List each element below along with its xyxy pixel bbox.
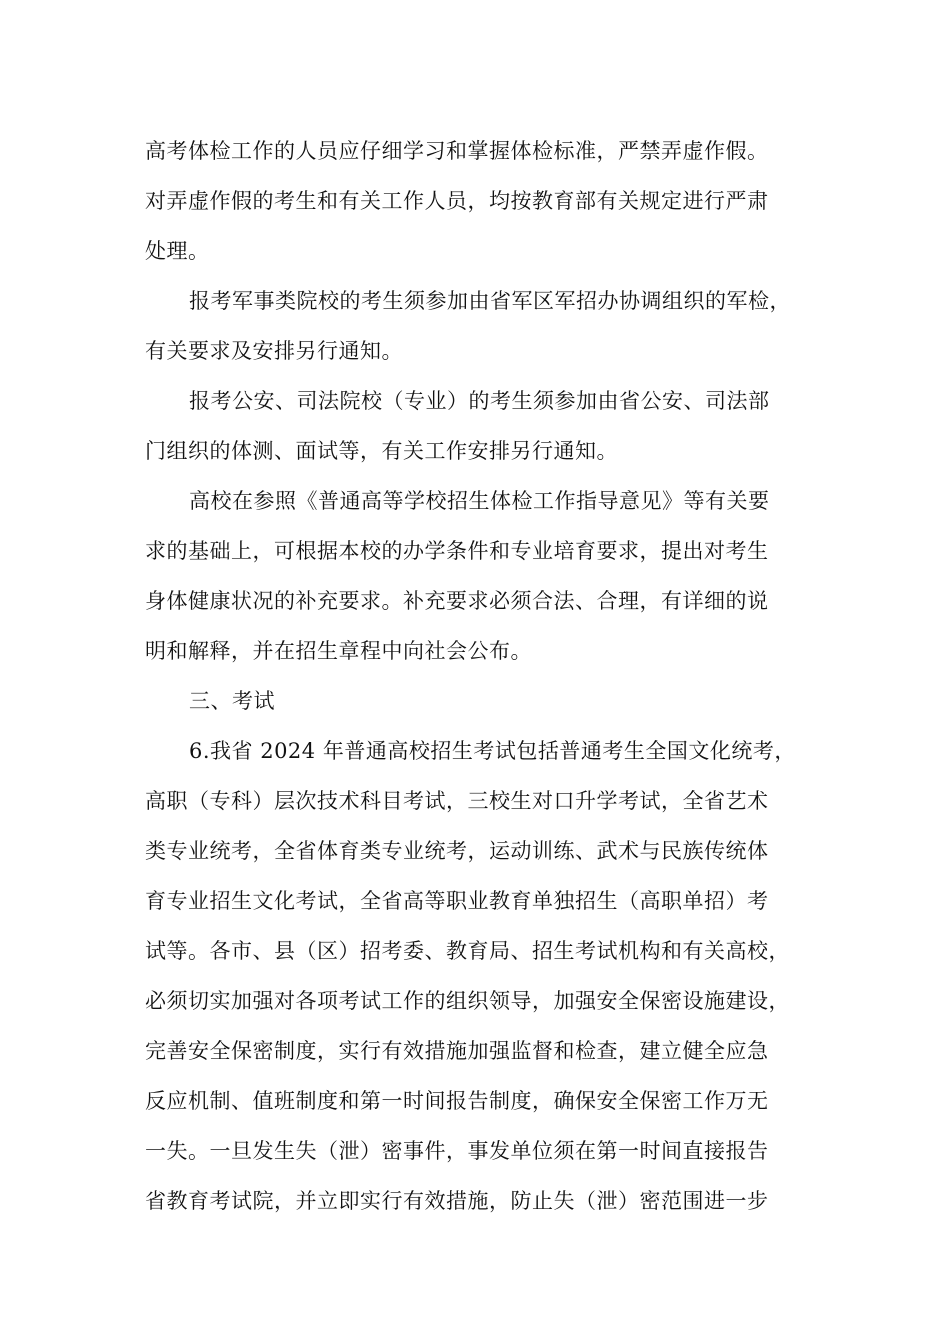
text-line: 高职（专科）层次技术科目考试，三校生对口升学考试，全省艺术 — [145, 789, 769, 813]
text-line: 身体健康状况的补充要求。补充要求必须合法、合理，有详细的说 — [145, 589, 769, 613]
text-line: 一失。一旦发生失（泄）密事件，事发单位须在第一时间直接报告 — [145, 1139, 769, 1163]
text-line: 类专业统考，全省体育类专业统考，运动训练、武术与民族传统体 — [145, 839, 769, 863]
text-line: 有关要求及安排另行通知。 — [145, 339, 403, 363]
text-line: 反应机制、值班制度和第一时间报告制度，确保安全保密工作万无 — [145, 1089, 769, 1113]
text-line: 完善安全保密制度，实行有效措施加强监督和检查，建立健全应急 — [145, 1039, 769, 1063]
text-line: 报考军事类院校的考生须参加由省军区军招办协调组织的军检， — [189, 289, 791, 313]
text-line: 处理。 — [145, 239, 210, 263]
text-line: 省教育考试院，并立即实行有效措施，防止失（泄）密范围进一步 — [145, 1189, 769, 1213]
text-line: 试等。各市、县（区）招考委、教育局、招生考试机构和有关高校， — [145, 939, 790, 963]
section-heading: 三、考试 — [189, 689, 275, 713]
text-line: 高考体检工作的人员应仔细学习和掌握体检标准，严禁弄虚作假。 — [145, 139, 769, 163]
text-line: 高校在参照《普通高等学校招生体检工作指导意见》等有关要 — [189, 489, 770, 513]
text-line: 明和解释，并在招生章程中向社会公布。 — [145, 639, 532, 663]
text-line: 必须切实加强对各项考试工作的组织领导，加强安全保密设施建设， — [145, 989, 790, 1013]
text-line: 求的基础上，可根据本校的办学条件和专业培育要求，提出对考生 — [145, 539, 769, 563]
text-line: 对弄虚作假的考生和有关工作人员，均按教育部有关规定进行严肃 — [145, 189, 769, 213]
text-line: 6.我省 2024 年普通高校招生考试包括普通考生全国文化统考， — [189, 739, 796, 763]
text-line: 门组织的体测、面试等，有关工作安排另行通知。 — [145, 439, 618, 463]
text-line: 报考公安、司法院校（专业）的考生须参加由省公安、司法部 — [189, 389, 770, 413]
text-line: 育专业招生文化考试，全省高等职业教育单独招生（高职单招）考 — [145, 889, 769, 913]
